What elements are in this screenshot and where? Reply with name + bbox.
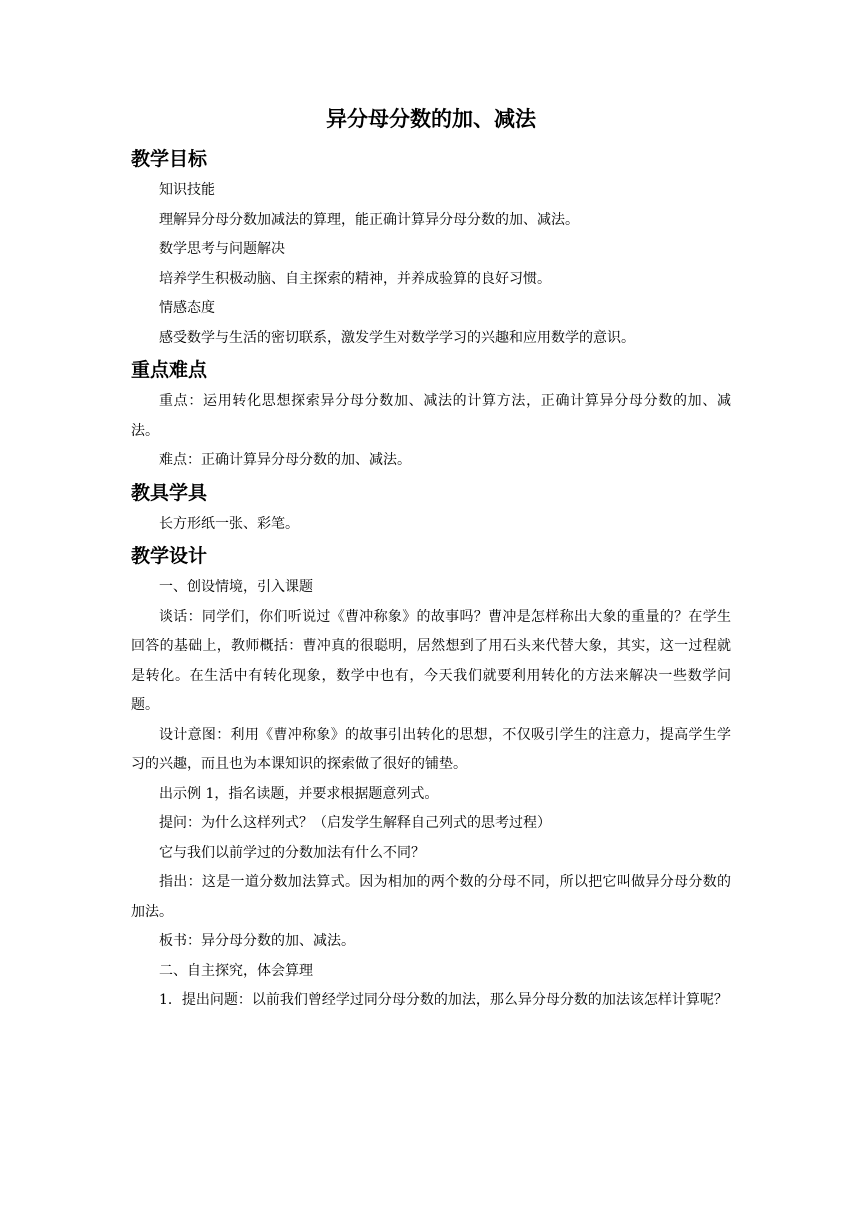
paragraph: 难点：正确计算异分母分数的加、减法。 — [159, 452, 411, 468]
paragraph: 指出：这是一道分数加法算式。因为相加的两个数的分母不同，所以把它叫做异分母分数的加法。 — [131, 874, 731, 920]
paragraph: 板书：异分母分数的加、减法。 — [159, 933, 355, 949]
section-teaching-aids — [131, 478, 731, 540]
paragraph: 知识技能 — [159, 182, 215, 198]
section-heading: 教学目标 — [131, 148, 208, 170]
section-key-points — [131, 355, 731, 476]
paragraph: 出示例 1，指名读题，并要求根据题意列式。 — [159, 785, 439, 802]
section-teaching-goals — [131, 144, 731, 353]
paragraph: 1．提出问题：以前我们曾经学过同分母分数的加法，那么异分母分数的加法该怎样计算呢？ — [159, 992, 728, 1008]
section-heading: 重点难点 — [131, 359, 208, 381]
paragraph: 理解异分母分数加减法的算理，能正确计算异分母分数的加、减法。 — [159, 211, 579, 228]
paragraph: 谈话：同学们，你们听说过《曹冲称象》的故事吗？曹冲是怎样称出大象的重量的？在学生回答的基础上，教师概括：曹冲真的很聪明，居然想到了用石头来代替大象，其实，这一过程就是转化。在生活中有转化现象，数学中也有，今天我们就要利用转化的方法来解决一些数学问题。 — [131, 608, 731, 713]
document-title: 异分母分数的加、减法 — [326, 107, 536, 131]
section-heading: 教学设计 — [131, 545, 208, 567]
paragraph: 长方形纸一张、彩笔。 — [159, 515, 299, 532]
paragraph: 培养学生积极动脑、自主探索的精神，并养成验算的良好习惯。 — [159, 270, 551, 287]
paragraph: 它与我们以前学过的分数加法有什么不同？ — [159, 844, 425, 861]
document-page — [131, 102, 731, 1018]
paragraph: 提问：为什么这样列式？（启发学生解释自己列式的思考过程） — [159, 815, 551, 831]
paragraph: 设计意图：利用《曹冲称象》的故事引出转化的思想，不仅吸引学生的注意力，提高学生学习的兴趣，而且也为本课知识的探索做了很好的铺垫。 — [131, 726, 731, 772]
paragraph: 数学思考与问题解决 — [159, 241, 285, 257]
paragraph: 重点：运用转化思想探索异分母分数加、减法的计算方法，正确计算异分母分数的加、减法。 — [131, 393, 731, 439]
paragraph: 情感态度 — [159, 300, 215, 316]
section-teaching-design — [131, 541, 731, 1016]
paragraph: 感受数学与生活的密切联系，激发学生对数学学习的兴趣和应用数学的意识。 — [159, 329, 635, 346]
paragraph: 一、创设情境，引入课题 — [159, 579, 313, 595]
paragraph: 二、自主探究，体会算理 — [159, 962, 313, 979]
section-heading: 教具学具 — [131, 481, 208, 504]
